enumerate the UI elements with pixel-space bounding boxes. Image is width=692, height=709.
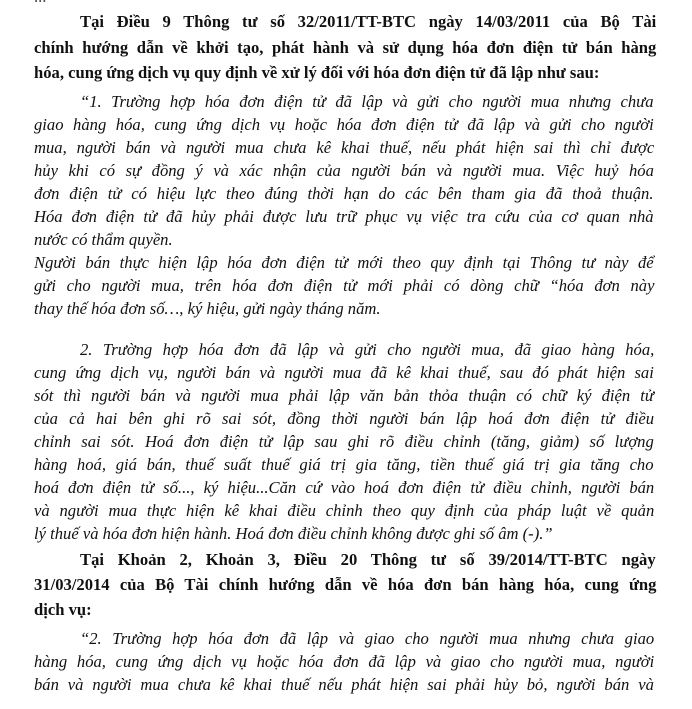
quote3-line-1: “2. Trường hợp hóa đơn đã lập và giao cho người mua nhưng chưa giao: [80, 629, 655, 648]
quote2-line-6: hàng hoá, giá bán, thuế suất thuế giá trị gia tăng, tiền thuế giá trị gia tăng cho: [34, 455, 654, 474]
quote2-line-9: lý thuế và hóa đơn hiện hành. Hoá đơn điều chỉnh không được ghi số âm (-).”: [34, 524, 553, 543]
quote1-line-3: mua, người bán và người mua chưa kê khai thuế, nếu phát hiện sai thì chỉ được: [34, 138, 655, 157]
quote1-line-8: Người bán thực hiện lập hóa đơn điện tử mới theo quy định tại Thông tư này để: [34, 253, 654, 272]
top-fragment: [34, 0, 46, 7]
quote1-line-1: “1. Trường hợp hóa đơn điện tử đã lập và gửi cho người mua nhưng chưa: [80, 92, 654, 111]
para2-line-2: 31/03/2014 của Bộ Tài chính hướng dẫn về hóa đơn bán hàng hóa, cung ứng: [34, 575, 657, 594]
para1-line-1: Tại Điều 9 Thông tư số 32/2011/TT-BTC ngày 14/03/2011 của Bộ Tài: [80, 12, 657, 31]
quote3-line-3: bán và người mua chưa kê khai thuế nếu phát hiện sai phải hủy bỏ, người bán và: [34, 675, 654, 694]
para1-line-2: chính hướng dẫn về khởi tạo, phát hành và sử dụng hóa đơn điện tử bán hàng: [34, 38, 657, 57]
quote1-line-5: đơn điện tử có hiệu lực theo đúng thời hạn do các bên tham gia đã thoả thuận.: [34, 184, 654, 203]
quote2-line-3: sót thì người bán và người mua phải lập văn bản thỏa thuận có chữ ký điện tử: [34, 386, 654, 405]
para2-line-1: Tại Khoản 2, Khoản 3, Điều 20 Thông tư số 39/2014/TT-BTC ngày: [80, 550, 656, 569]
quote2-line-4: của cả hai bên ghi rõ sai sót, đồng thời người bán lập hoá đơn điện tử điều: [34, 409, 655, 428]
quote1-line-4: hủy khi có sự đồng ý và xác nhận của người bán và người mua. Việc huỷ hóa: [34, 161, 654, 180]
quote2-line-8: và người mua thực hiện kê khai điều chỉnh theo quy định của pháp luật về quản: [34, 501, 655, 520]
quote1-line-7: nước có thẩm quyền.: [34, 230, 173, 249]
para1-line-3: hóa, cung ứng dịch vụ quy định về xử lý đối với hóa đơn điện tử đã lập như sau:: [34, 63, 600, 82]
quote2-line-1: 2. Trường hợp hóa đơn đã lập và gửi cho người mua, đã giao hàng hóa,: [80, 340, 655, 359]
quote2-line-2: cung ứng dịch vụ, người bán và người mua đã kê khai thuế, sau đó phát hiện sai: [34, 363, 654, 382]
quote3-line-2: hàng hóa, cung ứng dịch vụ hoặc hóa đơn đã lập và giao cho người mua, người: [34, 652, 655, 671]
quote1-line-2: giao hàng hóa, cung ứng dịch vụ hoặc hóa đơn điện tử đã lập và gửi cho người: [34, 115, 654, 134]
quote2-line-5: chỉnh sai sót. Hoá đơn điện tử lập sau ghi rõ điều chỉnh (tăng, giảm) số lượng: [34, 432, 654, 451]
quote1-line-10: thay thế hóa đơn số…, ký hiệu, gửi ngày tháng năm.: [34, 299, 381, 318]
quote2-line-7: hoá đơn điện tử số..., ký hiệu...Căn cứ vào hoá đơn điện tử điều chỉnh, người bán: [34, 478, 655, 497]
quote1-line-9: gửi cho người mua, trên hóa đơn điện tử mới phải có dòng chữ “hóa đơn này: [34, 276, 655, 295]
para2-line-3: dịch vụ:: [34, 600, 92, 619]
quote1-line-6: Hóa đơn điện tử đã hủy phải được lưu trữ phục vụ việc tra cứu của cơ quan nhà: [34, 207, 654, 226]
